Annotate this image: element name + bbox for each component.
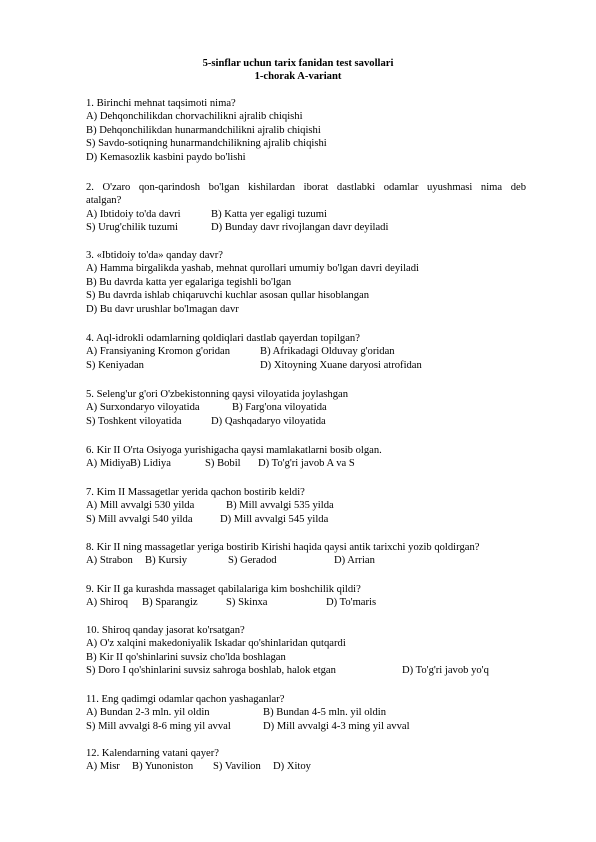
question-7 xyxy=(86,486,526,526)
question-8 xyxy=(86,541,526,568)
question-4 xyxy=(86,332,526,372)
option-d: D) Mill avvalgi 545 yilda xyxy=(220,513,329,525)
option-b: B) Kursiy xyxy=(145,555,188,567)
options-row-1 xyxy=(86,760,526,773)
options-row-1 xyxy=(86,208,526,221)
options-row-2 xyxy=(86,221,526,234)
options-row-1 xyxy=(86,499,526,512)
options-row-3 xyxy=(86,664,526,677)
question-12 xyxy=(86,747,526,774)
option-s: S) Geradod xyxy=(228,555,277,567)
option-d: D) To'maris xyxy=(326,597,377,609)
option-s: S) Mill avvalgi 8-6 ming yil avval xyxy=(86,720,231,732)
option-a: A) Fransiyaning Kromon g'oridan xyxy=(86,346,231,358)
option-d: D) Bu davr urushlar bo'lmagan davr xyxy=(86,303,239,315)
options-row-1 xyxy=(86,401,526,414)
question-text: 3. «Ibtidoiy to'da» qanday davr? xyxy=(86,250,223,261)
option-a: A) Misr xyxy=(86,761,120,773)
question-text: 5. Seleng'ur g'ori O'zbekistonning qaysi viloyatida joylashgan xyxy=(86,389,348,400)
document-title: 5-sinflar uchun tarix fanidan test savollari xyxy=(202,58,394,69)
option-s: S) Mill avvalgi 540 yilda xyxy=(86,513,193,525)
option-b: B) Afrikadagi Olduvay g'oridan xyxy=(260,346,395,358)
option-b: B) Bundan 4-5 mln. yil oldin xyxy=(263,707,387,719)
option-s: S) Doro I qo'shinlarini suvsiz sahroga boshlab, halok etgan xyxy=(86,665,336,677)
option-s: S) Bobil xyxy=(205,458,241,470)
question-text: 6. Kir II O'rta Osiyoga yurishigacha qaysi mamlakatlarni bosib olgan. xyxy=(86,445,382,456)
option-a: A) Surxondaryo viloyatida xyxy=(86,402,200,414)
option-a: A) Hamma birgalikda yashab, mehnat qurollari umumiy bo'lgan davri deyiladi xyxy=(86,263,419,275)
option-s: S) Bu davrda ishlab chiqaruvchi kuchlar asosan qullar hisoblangan xyxy=(86,290,370,302)
options-row-1 xyxy=(86,457,526,470)
question-text: 12. Kalendarning vatani qayer? xyxy=(86,748,219,759)
question-3 xyxy=(86,249,526,316)
option-b: B) Kir II qo'shinlarini suvsiz cho'lda boshlagan xyxy=(86,651,286,663)
option-d: D) Xitoyning Xuane daryosi atrofidan xyxy=(260,359,422,371)
question-text: 10. Shiroq qanday jasorat ko'rsatgan? xyxy=(86,625,245,636)
options-row-1 xyxy=(86,596,526,609)
document-subtitle: 1-chorak A-variant xyxy=(254,71,342,82)
options-row-2 xyxy=(86,513,526,526)
question-text: 1. Birinchi mehnat taqsimoti nima? xyxy=(86,98,236,109)
question-text: 7. Kim II Massagetlar yerida qachon bostirib keldi? xyxy=(86,487,305,498)
option-s: S) Toshkent viloyatida xyxy=(86,415,182,427)
question-text: 11. Eng qadimgi odamlar qachon yashaganlar? xyxy=(86,694,285,705)
question-1 xyxy=(86,97,526,164)
option-a: A) Dehqonchilikdan chorvachilikni ajralib chiqishi xyxy=(86,111,303,123)
option-b: B) Dehqonchilikdan hunarmandchilikni ajralib chiqishi xyxy=(86,124,321,136)
options-row-1 xyxy=(86,554,526,567)
question-6 xyxy=(86,444,526,471)
question-text: 2. O'zaro qon-qarindosh bo'lgan kishilardan iborat dastlabki odamlar uyushmasi nima deb xyxy=(86,182,526,193)
option-s: S) Keniyadan xyxy=(86,359,144,371)
option-b: B) Farg'ona viloyatida xyxy=(232,402,327,414)
option-s: S) Vavilion xyxy=(213,761,261,773)
question-2 xyxy=(86,181,526,235)
option-a: A) Shiroq xyxy=(86,597,129,609)
option-d: D) Arrian xyxy=(334,555,375,567)
question-9 xyxy=(86,583,526,610)
option-b: B) Mill avvalgi 535 yilda xyxy=(226,500,334,512)
option-d: D) Mill avvalgi 4-3 ming yil avval xyxy=(263,720,410,732)
option-d: D) To'g'ri javob yo'q xyxy=(402,665,489,677)
option-b: B) Bu davrda katta yer egalariga tegishli bo'lgan xyxy=(86,276,292,288)
option-s: S) Urug'chilik tuzumi xyxy=(86,222,178,234)
option-a: A) Midiya xyxy=(86,458,131,470)
option-a: A) Strabon xyxy=(86,555,133,567)
option-s: S) Skinxa xyxy=(226,597,268,609)
question-5 xyxy=(86,388,526,428)
options-row-2 xyxy=(86,359,526,372)
option-a: A) Ibtidoiy to'da davri xyxy=(86,208,181,220)
option-b: B) Yunoniston xyxy=(132,761,194,773)
option-b: B) Sparangiz xyxy=(142,597,198,609)
option-d: D) Qashqadaryo viloyatida xyxy=(211,415,326,427)
options-row-2 xyxy=(86,720,526,733)
options-row-2 xyxy=(86,415,526,428)
option-a: A) Mill avvalgi 530 yilda xyxy=(86,500,195,512)
option-b: B) Katta yer egaligi tuzumi xyxy=(211,208,327,220)
option-d: D) Kemasozlik kasbini paydo bo'lishi xyxy=(86,151,246,163)
question-11 xyxy=(86,693,526,733)
question-text: 9. Kir II ga kurashda massaget qabilalariga kim boshchilik qildi? xyxy=(86,584,361,595)
option-a: A) O'z xalqini makedoniyalik Iskadar qo'shinlaridan qutqardi xyxy=(86,638,346,650)
option-d: D) Bunday davr rivojlangan davr deyiladi xyxy=(211,222,389,234)
question-text: 4. Aql-idrokli odamlarning qoldiqlari dastlab qayerdan topilgan? xyxy=(86,333,360,344)
option-d: D) Xitoy xyxy=(273,761,311,773)
option-d: D) To'g'ri javob A va S xyxy=(258,458,355,470)
question-10 xyxy=(86,624,526,678)
option-s: S) Savdo-sotiqning hunarmandchilikning ajralib chiqishi xyxy=(86,138,327,150)
options-row-1 xyxy=(86,345,526,358)
option-a: A) Bundan 2-3 mln. yil oldin xyxy=(86,707,210,719)
options-row-1 xyxy=(86,706,526,719)
option-b: B) Lidiya xyxy=(130,458,171,470)
question-text: 8. Kir II ning massagetlar yeriga bostirib Kirishi haqida qaysi antik tarixchi yozib qoldirgan? xyxy=(86,542,480,553)
question-text-continued: atalgan? xyxy=(86,195,122,207)
